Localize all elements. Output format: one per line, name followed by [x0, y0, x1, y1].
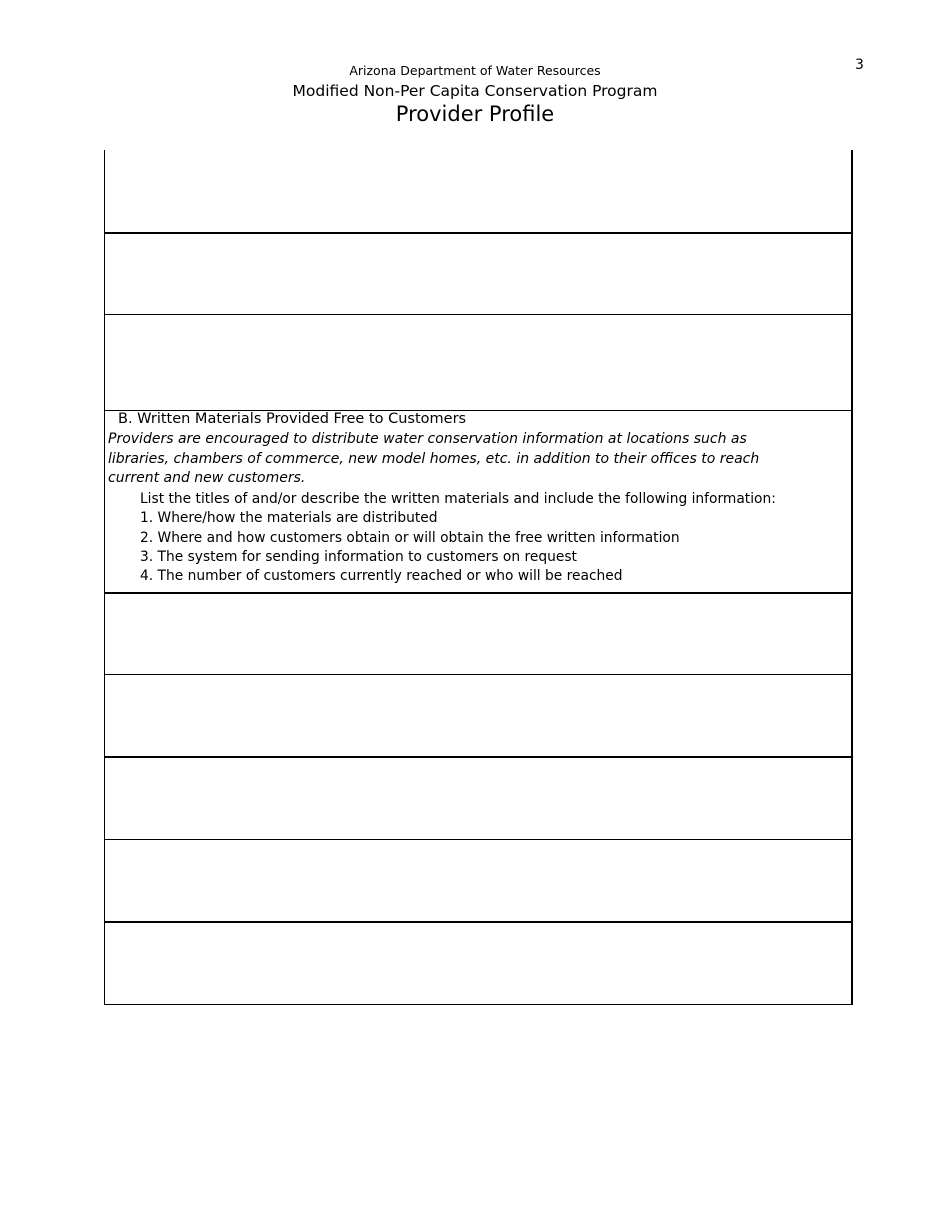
program-name: Modified Non-Per Capita Conservation Program: [292, 82, 658, 100]
instruction-item: 1. Where/how the materials are distributed: [140, 510, 438, 527]
instruction-item: 4. The number of customers currently reached or who will be reached: [140, 568, 623, 585]
answer-field-6[interactable]: [105, 758, 851, 839]
answer-field-5[interactable]: [105, 675, 851, 756]
agency-name: Arizona Department of Water Resources: [349, 63, 601, 78]
answer-field-2[interactable]: [105, 234, 851, 314]
section-b-header: [105, 411, 851, 592]
answer-field-8[interactable]: [105, 923, 851, 1004]
instruction-lead: List the titles of and/or describe the written materials and include the following information:: [140, 491, 776, 507]
instruction-item: 3. The system for sending information to customers on request: [140, 548, 577, 565]
page-number: 3: [855, 57, 864, 73]
answer-field-1[interactable]: [105, 150, 851, 232]
page-title: Provider Profile: [395, 102, 555, 126]
answer-field-3[interactable]: [105, 315, 851, 410]
section-b-intro: Providers are encouraged to distribute water conservation information at locations such as libraries, chambers of commerce, new model homes, etc. in addition to their offices to reach current and new customers.: [108, 431, 760, 486]
section-b-title: B. Written Materials Provided Free to Customers: [118, 411, 467, 427]
answer-field-4[interactable]: [105, 594, 851, 674]
form-table: [104, 150, 853, 1005]
section-b-instructions: [140, 490, 776, 586]
instruction-item: 2. Where and how customers obtain or will obtain the free written information: [140, 529, 680, 546]
answer-field-7[interactable]: [105, 840, 851, 921]
